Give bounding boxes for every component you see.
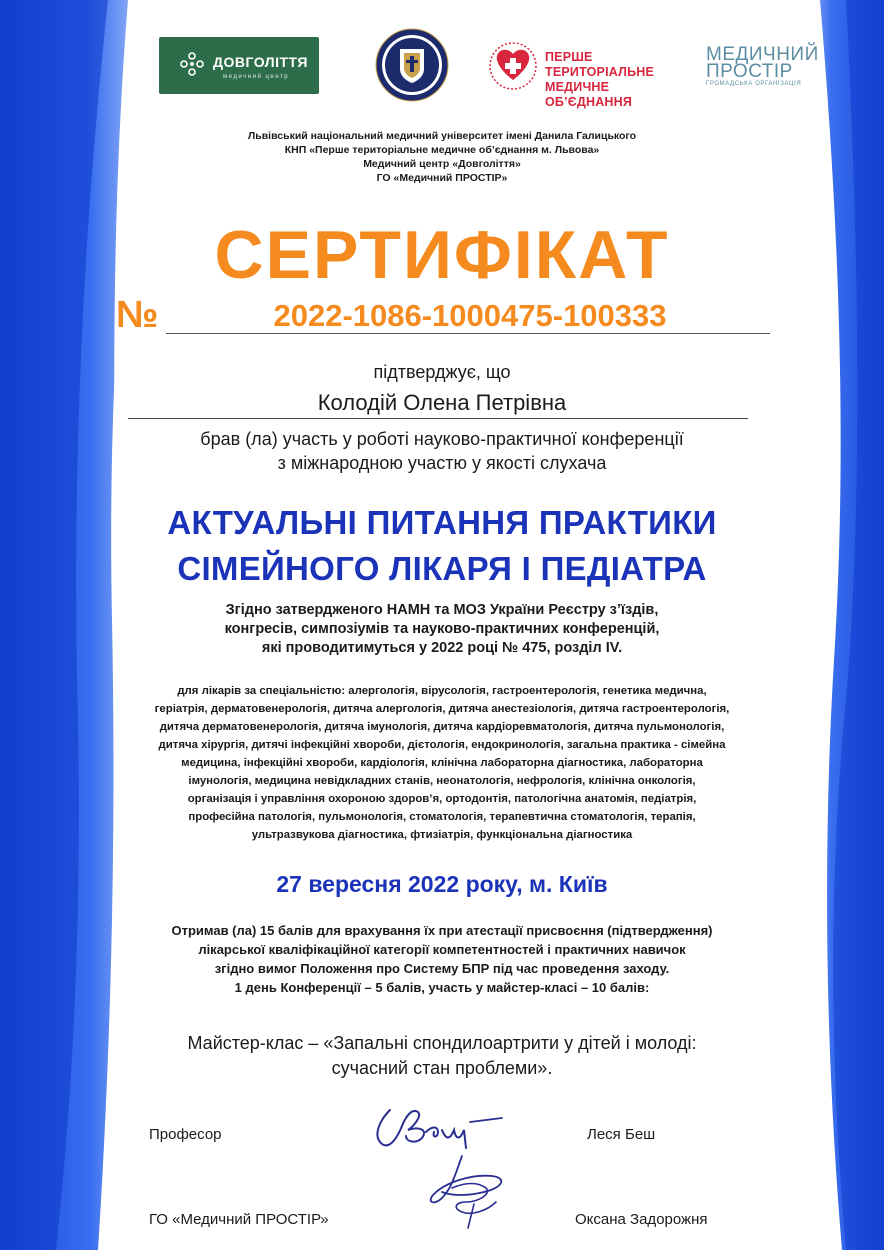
organizer-line: ГО «Медичний ПРОСТІР» — [376, 172, 508, 184]
specialties-line: організація і управління охороною здоров’я, ортодонтія, патологічна анатомія, педіатрія, — [187, 793, 697, 805]
date-place: 27 вересня 2022 року, м. Київ — [276, 871, 608, 897]
first-territorial-line2: МЕДИЧНЕ ОБ’ЄДНАННЯ — [545, 80, 633, 109]
certificate-title: СЕРТИФІКАТ — [214, 217, 670, 293]
registry-text — [0, 601, 884, 658]
specialties-line: ультразвукова діагностика, фтизіатрія, функціональна діагностика — [251, 829, 633, 841]
recipient-underline — [128, 418, 748, 419]
prostir-logo-line3: ГРОМАДСЬКА ОРГАНІЗАЦІЯ — [706, 81, 802, 87]
specialties-line: професійна патологія, пульмонологія, стоматологія, терапевтична стоматологія, терапія, — [188, 811, 696, 823]
specialties-text — [0, 682, 884, 844]
specialties-line: дитяча хірургія, дитячі інфекційні хвороби, дієтологія, ендокринологія, загальна практика - сімейна — [158, 739, 726, 751]
signatory-1-title: Професор — [149, 1126, 222, 1143]
specialties-line: дитяча дерматовенерологія, дитяча імунологія, дитяча кардіоревматологія, дитяча пульмонологія, — [159, 721, 725, 733]
registry-line: які проводитимуться у 2022 році № 475, розділ IV. — [261, 640, 623, 656]
certificate-number-underline — [166, 333, 770, 334]
organizer-line: КНП «Перше територіальне медичне об’єднання м. Львова» — [284, 144, 600, 156]
first-territorial-mark-icon — [487, 38, 539, 94]
medical-prostir-logo — [706, 44, 836, 94]
prostir-logo-line2: ПРОСТІР — [706, 61, 793, 82]
points-line: 1 день Конференції – 5 балів, участь у майстер-класі – 10 балів: — [234, 980, 650, 995]
registry-line: конгресів, симпозіумів та науково-практичних конференцій, — [224, 621, 660, 637]
signature-2-icon — [412, 1152, 522, 1232]
recipient-name: Колодій Олена Петрівна — [317, 390, 567, 415]
prostir-logo-line1: МЕДИЧНИЙ — [706, 44, 819, 65]
dovgolittya-logo-sub: медичний центр — [223, 74, 290, 80]
certificate-number: 2022-1086-1000475-100333 — [273, 298, 667, 333]
points-line: лікарської кваліфікаційної категорії компетентностей і практичних навичок — [198, 942, 686, 957]
participation-line: з міжнародною участю у якості слухача — [277, 453, 607, 473]
points-line: Отримав (ла) 15 балів для врахування їх при атестації присвоєння (підтвердження) — [171, 923, 713, 938]
signatory-2-title: ГО «Медичний ПРОСТІР» — [149, 1211, 329, 1228]
dovgolittya-logo-name: ДОВГОЛІТТЯ — [213, 54, 308, 70]
organizer-line: Львівський національний медичний університет імені Данила Галицького — [247, 130, 637, 142]
master-class-line: Майстер-клас – «Запальні спондилоартрити у дітей і молоді: — [187, 1033, 697, 1053]
points-line: згідно вимог Положення про Систему БПР під час проведення заходу. — [214, 961, 670, 976]
participation-text — [0, 427, 884, 475]
dovgolittya-logo — [159, 37, 319, 94]
specialties-line: медицина, інфекційні хвороби, кардіологія, клінічна лабораторна діагностика, лабораторна — [181, 757, 703, 769]
participation-line: брав (ла) участь у роботі науково-практичної конференції — [200, 429, 684, 449]
organizer-line: Медичний центр «Довголіття» — [363, 158, 521, 170]
confirms-text: підтверджує, що — [373, 362, 511, 382]
master-class-line: сучасний стан проблеми». — [331, 1058, 553, 1078]
event-title-line: СІМЕЙНОГО ЛІКАРЯ І ПЕДІАТРА — [177, 550, 707, 587]
first-territorial-line1: ПЕРШЕ ТЕРИТОРІАЛЬНЕ — [545, 50, 655, 79]
points-text — [0, 921, 884, 997]
specialties-line: імунологія, медицина невідкладних станів, неонатологія, нефрологія, клінічна онкологія, — [188, 775, 696, 787]
specialties-line: геріатрія, дерматовенерологія, дитяча алергологія, дитяча анестезіологія, дитяча гастроентерологія, — [154, 703, 730, 715]
event-title-line: АКТУАЛЬНІ ПИТАННЯ ПРАКТИКИ — [167, 504, 717, 541]
dovgolittya-mark-icon — [179, 51, 205, 77]
registry-line: Згідно затвердженого НАМН та МОЗ України Реєстру з’їздів, — [225, 602, 659, 618]
certificate-number-sign: № — [116, 294, 159, 336]
university-seal-icon — [374, 27, 450, 103]
specialties-line: для лікарів за спеціальністю: алергологія, вірусологія, гастроентерологія, генетика медична, — [177, 685, 707, 697]
signatory-2-name: Оксана Задорожня — [575, 1211, 708, 1228]
first-territorial-logo — [487, 38, 687, 109]
organizers — [0, 129, 884, 185]
master-class-text — [0, 1031, 884, 1081]
event-title — [0, 500, 884, 592]
signatory-1-name: Леся Беш — [587, 1126, 656, 1143]
